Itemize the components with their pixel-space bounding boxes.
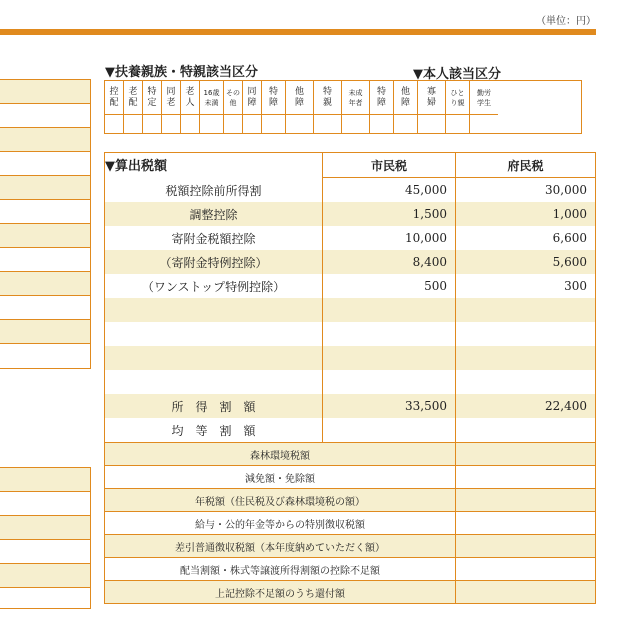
- calc-full-row-value: [456, 512, 595, 534]
- dependents-column-cell: [224, 115, 242, 133]
- dependents-column: [162, 81, 181, 133]
- calc-full-row-value: [456, 535, 595, 557]
- self-column-cell: [418, 115, 445, 133]
- calc-row-pref-value: 300: [564, 279, 587, 293]
- calc-row: [105, 346, 595, 370]
- calc-row-city-value: 10,000: [323, 226, 456, 250]
- calc-full-row-value: [456, 443, 595, 465]
- calc-row-pref-value: 30,000: [545, 183, 587, 197]
- dependents-column-cell: [243, 115, 261, 133]
- dependents-column-label: 同 老: [162, 81, 180, 115]
- self-column: [394, 81, 418, 133]
- calc-full-row-value: [456, 558, 595, 580]
- calc-row: [105, 370, 595, 394]
- self-heading: ▼本人該当区分: [413, 67, 501, 82]
- calc-rows: [105, 178, 595, 442]
- calc-full-row: [105, 534, 595, 557]
- calc-row-label: [105, 370, 323, 394]
- col-city-tax: 市民税: [323, 153, 456, 178]
- calc-row: [105, 394, 595, 418]
- calc-row-label: 所 得 割 額: [105, 394, 323, 418]
- dependents-column-cell: [262, 115, 285, 133]
- dependents-column-label: 老 人: [181, 81, 199, 115]
- left-table-row: [0, 199, 90, 223]
- calc-row: [105, 298, 595, 322]
- calc-row: [105, 274, 595, 298]
- dependents-column: [143, 81, 162, 133]
- calc-row: [105, 202, 595, 226]
- left-table-row: [0, 103, 90, 127]
- calc-row-city-value: 8,400: [323, 250, 456, 274]
- dependents-column-cell: [286, 115, 313, 133]
- calc-row: [105, 418, 595, 442]
- self-column-cell: [470, 115, 498, 133]
- calc-row-city-value: [323, 298, 456, 322]
- self-column: [370, 81, 394, 133]
- dependents-column-label: 他 障: [286, 81, 313, 115]
- left-table-row: [0, 79, 90, 103]
- calc-row-label: [105, 298, 323, 322]
- dependents-grid: [104, 80, 582, 134]
- calc-row-city-value: 33,500: [323, 394, 456, 418]
- self-column: [418, 81, 446, 133]
- self-column-label: 寡 婦: [418, 81, 445, 115]
- tax-calc-table: [104, 152, 596, 604]
- dependents-column-label: 老 配: [124, 81, 142, 115]
- calc-row-city-value: [323, 322, 456, 346]
- dependents-column-cell: [124, 115, 142, 133]
- calc-full-row-value: [456, 466, 595, 488]
- dependents-column-label: 控 配: [105, 81, 123, 115]
- calc-row-label: 調整控除: [105, 202, 323, 226]
- self-column: [470, 81, 498, 133]
- calc-full-row: [105, 488, 595, 511]
- calc-row-city-value: 1,500: [323, 202, 456, 226]
- self-column: [314, 81, 342, 133]
- calc-full-row-label: 森林環境税額: [105, 443, 456, 465]
- calc-row-label: 均 等 割 額: [105, 418, 323, 442]
- dependents-column-cell: [143, 115, 161, 133]
- calc-row-label: 税額控除前所得割: [105, 178, 323, 202]
- calc-full-row-label: 差引普通徴収税額（本年度納めていただく額）: [105, 535, 456, 557]
- left-table-row: [0, 539, 90, 563]
- left-table-row: [0, 295, 90, 319]
- left-table-row: [0, 151, 90, 175]
- calc-full-row-value: [456, 489, 595, 511]
- self-column-cell: [342, 115, 369, 133]
- self-column: [342, 81, 370, 133]
- left-table-row: [0, 587, 90, 611]
- calc-row-pref-value: 1,000: [552, 207, 587, 221]
- left-table-row: [0, 175, 90, 199]
- calc-row-pref-value: 5,600: [552, 255, 587, 269]
- unit-label: （単位：円）: [536, 16, 596, 27]
- self-column-cell: [370, 115, 393, 133]
- dependents-column-cell: [105, 115, 123, 133]
- dependents-column: [243, 81, 262, 133]
- calc-full-row: [105, 511, 595, 534]
- self-column-cell: [394, 115, 417, 133]
- left-table-row: [0, 343, 90, 367]
- calc-header-row: [105, 153, 595, 178]
- calc-row-label: [105, 322, 323, 346]
- dependents-column-cell: [200, 115, 223, 133]
- self-column-label: ひと り親: [446, 81, 469, 115]
- calc-row-pref-value: [456, 418, 595, 442]
- calc-full-row-label: 減免額・免除額: [105, 466, 456, 488]
- calc-row-city-value: [323, 370, 456, 394]
- left-table-row: [0, 467, 90, 491]
- dependents-column-label: 特 障: [262, 81, 285, 115]
- calc-row-pref-value: [456, 370, 595, 394]
- left-table-row: [0, 491, 90, 515]
- left-table-row: [0, 319, 90, 343]
- calc-full-row: [105, 465, 595, 488]
- dependents-column: [200, 81, 224, 133]
- self-column-cell: [314, 115, 341, 133]
- calc-heading: ▼算出税額: [105, 159, 167, 174]
- dependents-column-label: 16歳 未満: [200, 81, 223, 115]
- calc-row-label: [105, 346, 323, 370]
- left-table-row: [0, 563, 90, 587]
- calc-full-row-label: 上記控除不足額のうち還付額: [105, 581, 456, 603]
- calc-row-city-value: 500: [323, 274, 456, 298]
- dependents-heading: ▼扶養親族・特親該当区分: [105, 65, 258, 80]
- col-pref-tax: 府民税: [456, 153, 595, 178]
- left-partial-table-upper: [0, 79, 91, 369]
- calc-row: [105, 250, 595, 274]
- calc-row-city-value: 45,000: [323, 178, 456, 202]
- calc-row-label: 寄附金税額控除: [105, 226, 323, 250]
- self-column-cell: [446, 115, 469, 133]
- self-column-label: 未成 年者: [342, 81, 369, 115]
- dependents-column: [262, 81, 286, 133]
- calc-row-pref-value: 6,600: [552, 231, 587, 245]
- calc-header-blank: [105, 153, 323, 178]
- calc-row: [105, 226, 595, 250]
- dependents-column-cell: [162, 115, 180, 133]
- dependents-column: [224, 81, 243, 133]
- left-table-row: [0, 515, 90, 539]
- calc-row-pref-value: 22,400: [545, 399, 587, 413]
- calc-row: [105, 322, 595, 346]
- calc-row-pref-value: [456, 322, 595, 346]
- dependents-column: [105, 81, 124, 133]
- calc-full-row-label: 配当割額・株式等譲渡所得割額の控除不足額: [105, 558, 456, 580]
- left-table-row: [0, 223, 90, 247]
- dependents-column: [181, 81, 200, 133]
- dependents-column-cell: [181, 115, 199, 133]
- calc-full-row: [105, 442, 595, 465]
- calc-row-label: （寄附金特例控除）: [105, 250, 323, 274]
- self-column-label: 他 障: [394, 81, 417, 115]
- calc-full-row: [105, 580, 595, 603]
- dependents-column: [124, 81, 143, 133]
- calc-row-pref-value: [456, 346, 595, 370]
- calc-row: [105, 178, 595, 202]
- dependents-column-label: 特 定: [143, 81, 161, 115]
- calc-row-pref-value: [456, 298, 595, 322]
- left-partial-table-lower: [0, 467, 91, 609]
- calc-full-rows: [105, 442, 595, 603]
- calc-row-city-value: [323, 418, 456, 442]
- left-table-row: [0, 247, 90, 271]
- dependents-column-label: その 他: [224, 81, 242, 115]
- calc-full-row-label: 給与・公的年金等からの特別徴収税額: [105, 512, 456, 534]
- left-table-row: [0, 127, 90, 151]
- top-accent-bar: [0, 29, 596, 35]
- calc-row-label: （ワンストップ特例控除）: [105, 274, 323, 298]
- self-column: [446, 81, 470, 133]
- dependents-column: [286, 81, 314, 133]
- self-column-label: 特 障: [370, 81, 393, 115]
- calc-full-row-label: 年税額（住民税及び森林環境税の額）: [105, 489, 456, 511]
- calc-full-row-value: [456, 581, 595, 603]
- left-table-row: [0, 271, 90, 295]
- self-column-label: 特 親: [314, 81, 341, 115]
- calc-full-row: [105, 557, 595, 580]
- calc-row-city-value: [323, 346, 456, 370]
- self-column-label: 勤労 学生: [470, 81, 498, 115]
- dependents-column-label: 同 障: [243, 81, 261, 115]
